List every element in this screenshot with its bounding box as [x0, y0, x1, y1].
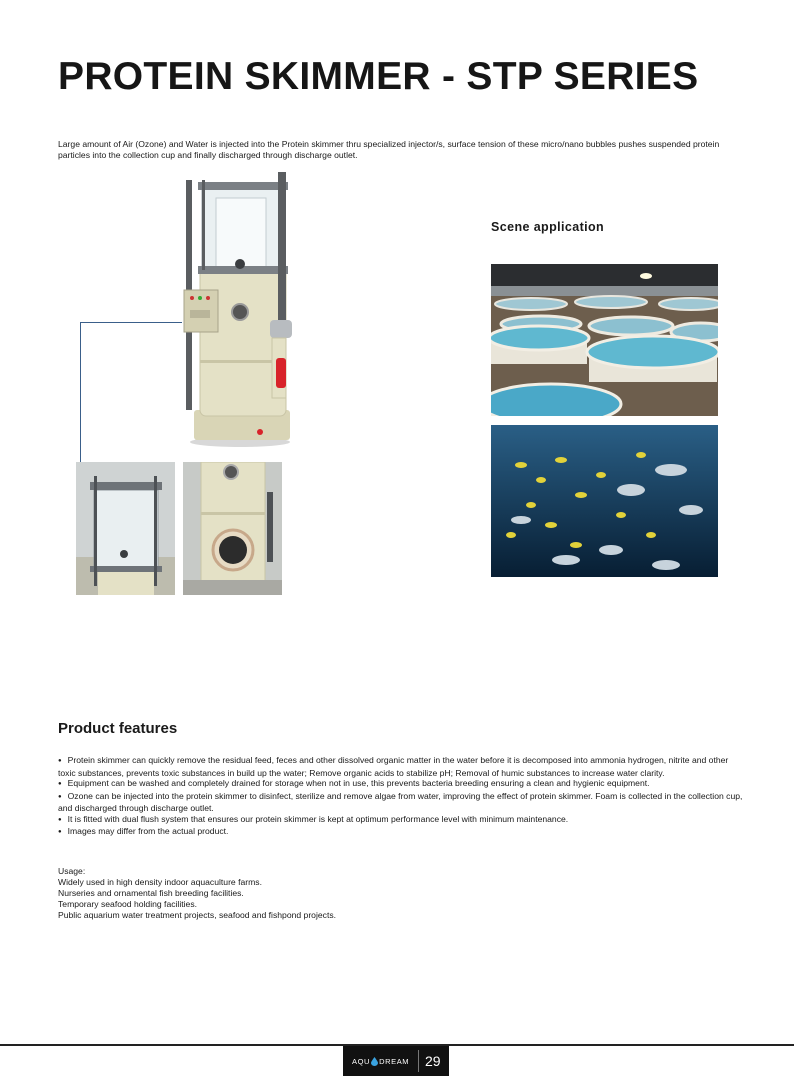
protein-skimmer-main-image [180, 170, 300, 450]
usage-item: Temporary seafood holding facilities. [58, 899, 198, 909]
feature-item: ● Protein skimmer can quickly remove the residual feed, feces and other dissolved organic matter in the water before it is decomposed into ammonia hydrogen, nitrite and other toxic substances, prevents toxic substances in build up the water; Remove organic acids to stabilize pH; Removal of humic substances to increase water clarity. [58, 755, 743, 778]
skimmer-viewport-detail-image [183, 462, 282, 595]
feature-item: ● Ozone can be injected into the protein skimmer to disinfect, sterilize and remove algae from water, improving the effect of protein skimmer. Foam is collected in the collection cup, and discharged through discharge outlet. [58, 791, 743, 814]
footer-divider [418, 1050, 419, 1072]
leader-line-horizontal [80, 322, 182, 323]
usage-item: Public aquarium water treatment projects, seafood and fishpond projects. [58, 910, 337, 920]
public-aquarium-image [491, 425, 718, 577]
usage-heading: Usage: [58, 866, 86, 876]
feature-item: ● It is fitted with dual flush system that ensures our protein skimmer is kept at optimum performance level with minimum maintenance. [58, 814, 743, 827]
brand-suffix: DREAM [379, 1056, 410, 1066]
product-features-heading: Product features [58, 720, 178, 737]
page-title: PROTEIN SKIMMER - STP SERIES [58, 55, 699, 98]
scene-application-heading: Scene application [491, 220, 605, 234]
features-list [58, 755, 743, 839]
aquaculture-farm-image [491, 264, 718, 416]
usage-item: Nurseries and ornamental fish breeding facilities. [58, 888, 244, 898]
usage-section [58, 866, 658, 921]
brand-logo [343, 1057, 414, 1066]
leader-line-vertical [80, 322, 81, 462]
skimmer-top-detail-image [76, 462, 175, 595]
brand-prefix: AQU [352, 1056, 371, 1066]
intro-paragraph: Large amount of Air (Ozone) and Water is injected into the Protein skimmer thru specialized injector/s, surface tension of these micro/nano bubbles pushes suspended protein particles into the collection cup and finally discharged through discharge outlet. [58, 139, 720, 160]
footer-brand-box [343, 1046, 449, 1076]
feature-item: ● Images may differ from the actual product. [58, 826, 743, 839]
page-number: 29 [425, 1053, 441, 1069]
feature-item: ● Equipment can be washed and completely drained for storage when not in use, this prevents bacteria breeding ensuring a clean and hygienic equipment. [58, 778, 743, 791]
water-drop-icon [371, 1057, 378, 1066]
usage-item: Widely used in high density indoor aquaculture farms. [58, 877, 262, 887]
